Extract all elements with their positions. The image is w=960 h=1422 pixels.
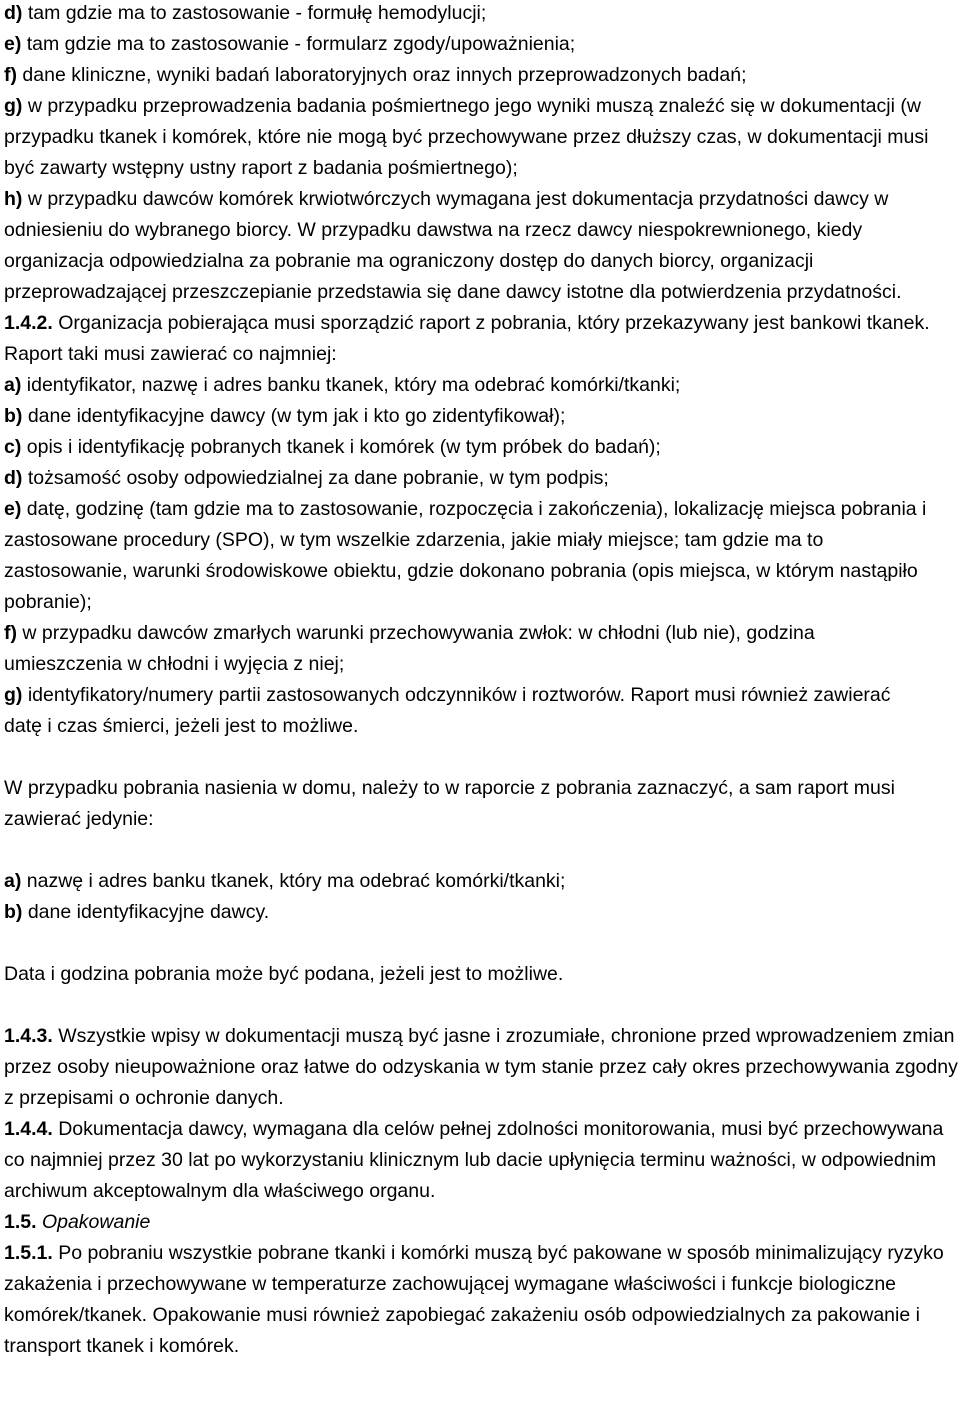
spacer xyxy=(4,742,956,773)
item-label: g) xyxy=(4,95,23,117)
list-section-c xyxy=(4,866,956,928)
item-text: w przypadku dawców zmarłych warunki przechowywania zwłok: w chłodni (lub nie), godzina umieszczenia w chłodni i wyjęcia z niej; xyxy=(4,622,815,675)
section-number: 1.4.4. xyxy=(4,1118,53,1140)
item-text: identyfikator, nazwę i adres banku tkanek, który ma odebrać komórki/tkanki; xyxy=(21,374,681,396)
section-number: 1.5. xyxy=(4,1211,37,1233)
section-number: 1.4.3. xyxy=(4,1025,53,1047)
paragraph-1-5-1 xyxy=(4,1238,959,1362)
spacer xyxy=(4,928,956,959)
list-item-f xyxy=(4,60,956,91)
section-number: 1.5.1. xyxy=(4,1242,53,1264)
item-label: e) xyxy=(4,33,22,55)
list-item-d xyxy=(4,0,956,29)
section-title: Opakowanie xyxy=(41,1211,151,1233)
item-text: tożsamość osoby odpowiedzialnej za dane pobranie, w tym podpis; xyxy=(22,467,609,489)
item-label: d) xyxy=(4,467,23,489)
paragraph-text: Wszystkie wpisy w dokumentacji muszą być jasne i zrozumiałe, chronione przed wprowadzeniem zmian przez osoby nieupoważnione oraz łatwe do odzyskania w tym stanie przez cały okres przechowywania zgodny z przepisami o ochronie danych. xyxy=(4,1025,958,1109)
section-number: 1.4.2. xyxy=(4,312,53,334)
item-text: dane identyfikacyjne dawcy. xyxy=(22,901,270,923)
item-text: opis i identyfikację pobranych tkanek i komórek (w tym próbek do badań); xyxy=(21,436,661,458)
item-label: b) xyxy=(4,405,23,427)
item-text: dane identyfikacyjne dawcy (w tym jak i kto go zidentyfikował); xyxy=(22,405,566,427)
item-text: tam gdzie ma to zastosowanie - formułę hemodylucji; xyxy=(22,2,487,24)
item-label: g) xyxy=(4,684,23,706)
paragraph-1-4-3 xyxy=(4,1021,959,1114)
item-label: f) xyxy=(4,64,17,86)
item-text: identyfikatory/numery partii zastosowanych odczynników i roztworów. Raport musi również zawierać datę i czas śmierci, jeżeli jest to możliwe. xyxy=(4,684,891,737)
list-item-e xyxy=(4,494,934,618)
list-item-g xyxy=(4,91,934,184)
item-text: tam gdzie ma to zastosowanie - formularz zgody/upoważnienia; xyxy=(21,33,576,55)
list-item-b xyxy=(4,897,956,928)
list-item-b xyxy=(4,401,934,432)
list-item-h xyxy=(4,184,954,308)
list-item-d xyxy=(4,463,934,494)
item-label: d) xyxy=(4,2,23,24)
list-item-c xyxy=(4,432,934,463)
paragraph-text: Dokumentacja dawcy, wymagana dla celów pełnej zdolności monitorowania, musi być przechowywana co najmniej przez 30 lat po wykorzystaniu klinicznym lub dacie upłynięcia terminu ważności, w odpowiednim archiwum akceptowalnym dla właściwego organu. xyxy=(4,1118,944,1202)
section-heading-1-5 xyxy=(4,1207,956,1238)
list-item-g xyxy=(4,680,914,742)
list-section-b xyxy=(4,370,934,742)
item-text: nazwę i adres banku tkanek, który ma odebrać komórki/tkanki; xyxy=(21,870,566,892)
spacer xyxy=(4,835,956,866)
item-label: a) xyxy=(4,870,22,892)
paragraph-1-4-4 xyxy=(4,1114,959,1207)
item-text: dane kliniczne, wyniki badań laboratoryjnych oraz innych przeprowadzonych badań; xyxy=(17,64,747,86)
item-label: e) xyxy=(4,498,22,520)
item-text: w przypadku przeprowadzenia badania pośmiertnego jego wyniki muszą znaleźć się w dokumentacji (w przypadku tkanek i komórek, które nie mogą być przechowywane przez dłuższy czas, w dokumentacji musi być zawarty wstępny ustny raport z badania pośmiertnego); xyxy=(4,95,929,179)
list-item-a xyxy=(4,370,934,401)
home-collection-intro: W przypadku pobrania nasienia w domu, należy to w raporcie z pobrania zaznaczyć, a sam raport musi zawierać jedynie: xyxy=(4,777,895,830)
item-label: c) xyxy=(4,436,22,458)
date-note: Data i godzina pobrania może być podana, jeżeli jest to możliwe. xyxy=(4,963,564,985)
paragraph-text: Po pobraniu wszystkie pobrane tkanki i komórki muszą być pakowane w sposób minimalizujący ryzyko zakażenia i przechowywane w temperaturze zachowującej wymagane właściwości i funkcje biologiczne komórek/tkanek. Opakowanie musi również zapobiegać zakażeniu osób odpowiedzialnych za pakowanie i transport tkanek i komórek. xyxy=(4,1242,944,1357)
item-label: f) xyxy=(4,622,17,644)
item-label: h) xyxy=(4,188,23,210)
spacer xyxy=(4,990,956,1021)
list-item-f xyxy=(4,618,934,680)
list-item-e xyxy=(4,29,956,60)
list-section-a xyxy=(4,0,956,308)
paragraph-1-4-2 xyxy=(4,308,944,370)
list-item-a xyxy=(4,866,956,897)
item-text: w przypadku dawców komórek krwiotwórczych wymagana jest dokumentacja przydatności dawcy w odniesieniu do wybranego biorcy. W przypadku dawstwa na rzecz dawcy niespokrewnionego, kiedy organizacja odpowiedzialna za pobranie ma ograniczony dostęp do danych biorcy, organizacji przeprowadzającej przeszczepianie przedstawia się dane dawcy istotne dla potwierdzenia przydatności. xyxy=(4,188,902,303)
item-label: a) xyxy=(4,374,22,396)
item-text: datę, godzinę (tam gdzie ma to zastosowanie, rozpoczęcia i zakończenia), lokalizację miejsca pobrania i zastosowane procedury (SPO), w tym wszelkie zdarzenia, jakie miały miejsce; tam gdzie ma to zastosowanie, warunki środowiskowe obiektu, gdzie dokonano pobrania (opis miejsca, w którym nastąpiło pobranie); xyxy=(4,498,927,613)
item-label: b) xyxy=(4,901,23,923)
paragraph-text: Organizacja pobierająca musi sporządzić raport z pobrania, który przekazywany jest bankowi tkanek. Raport taki musi zawierać co najmniej: xyxy=(4,312,930,365)
